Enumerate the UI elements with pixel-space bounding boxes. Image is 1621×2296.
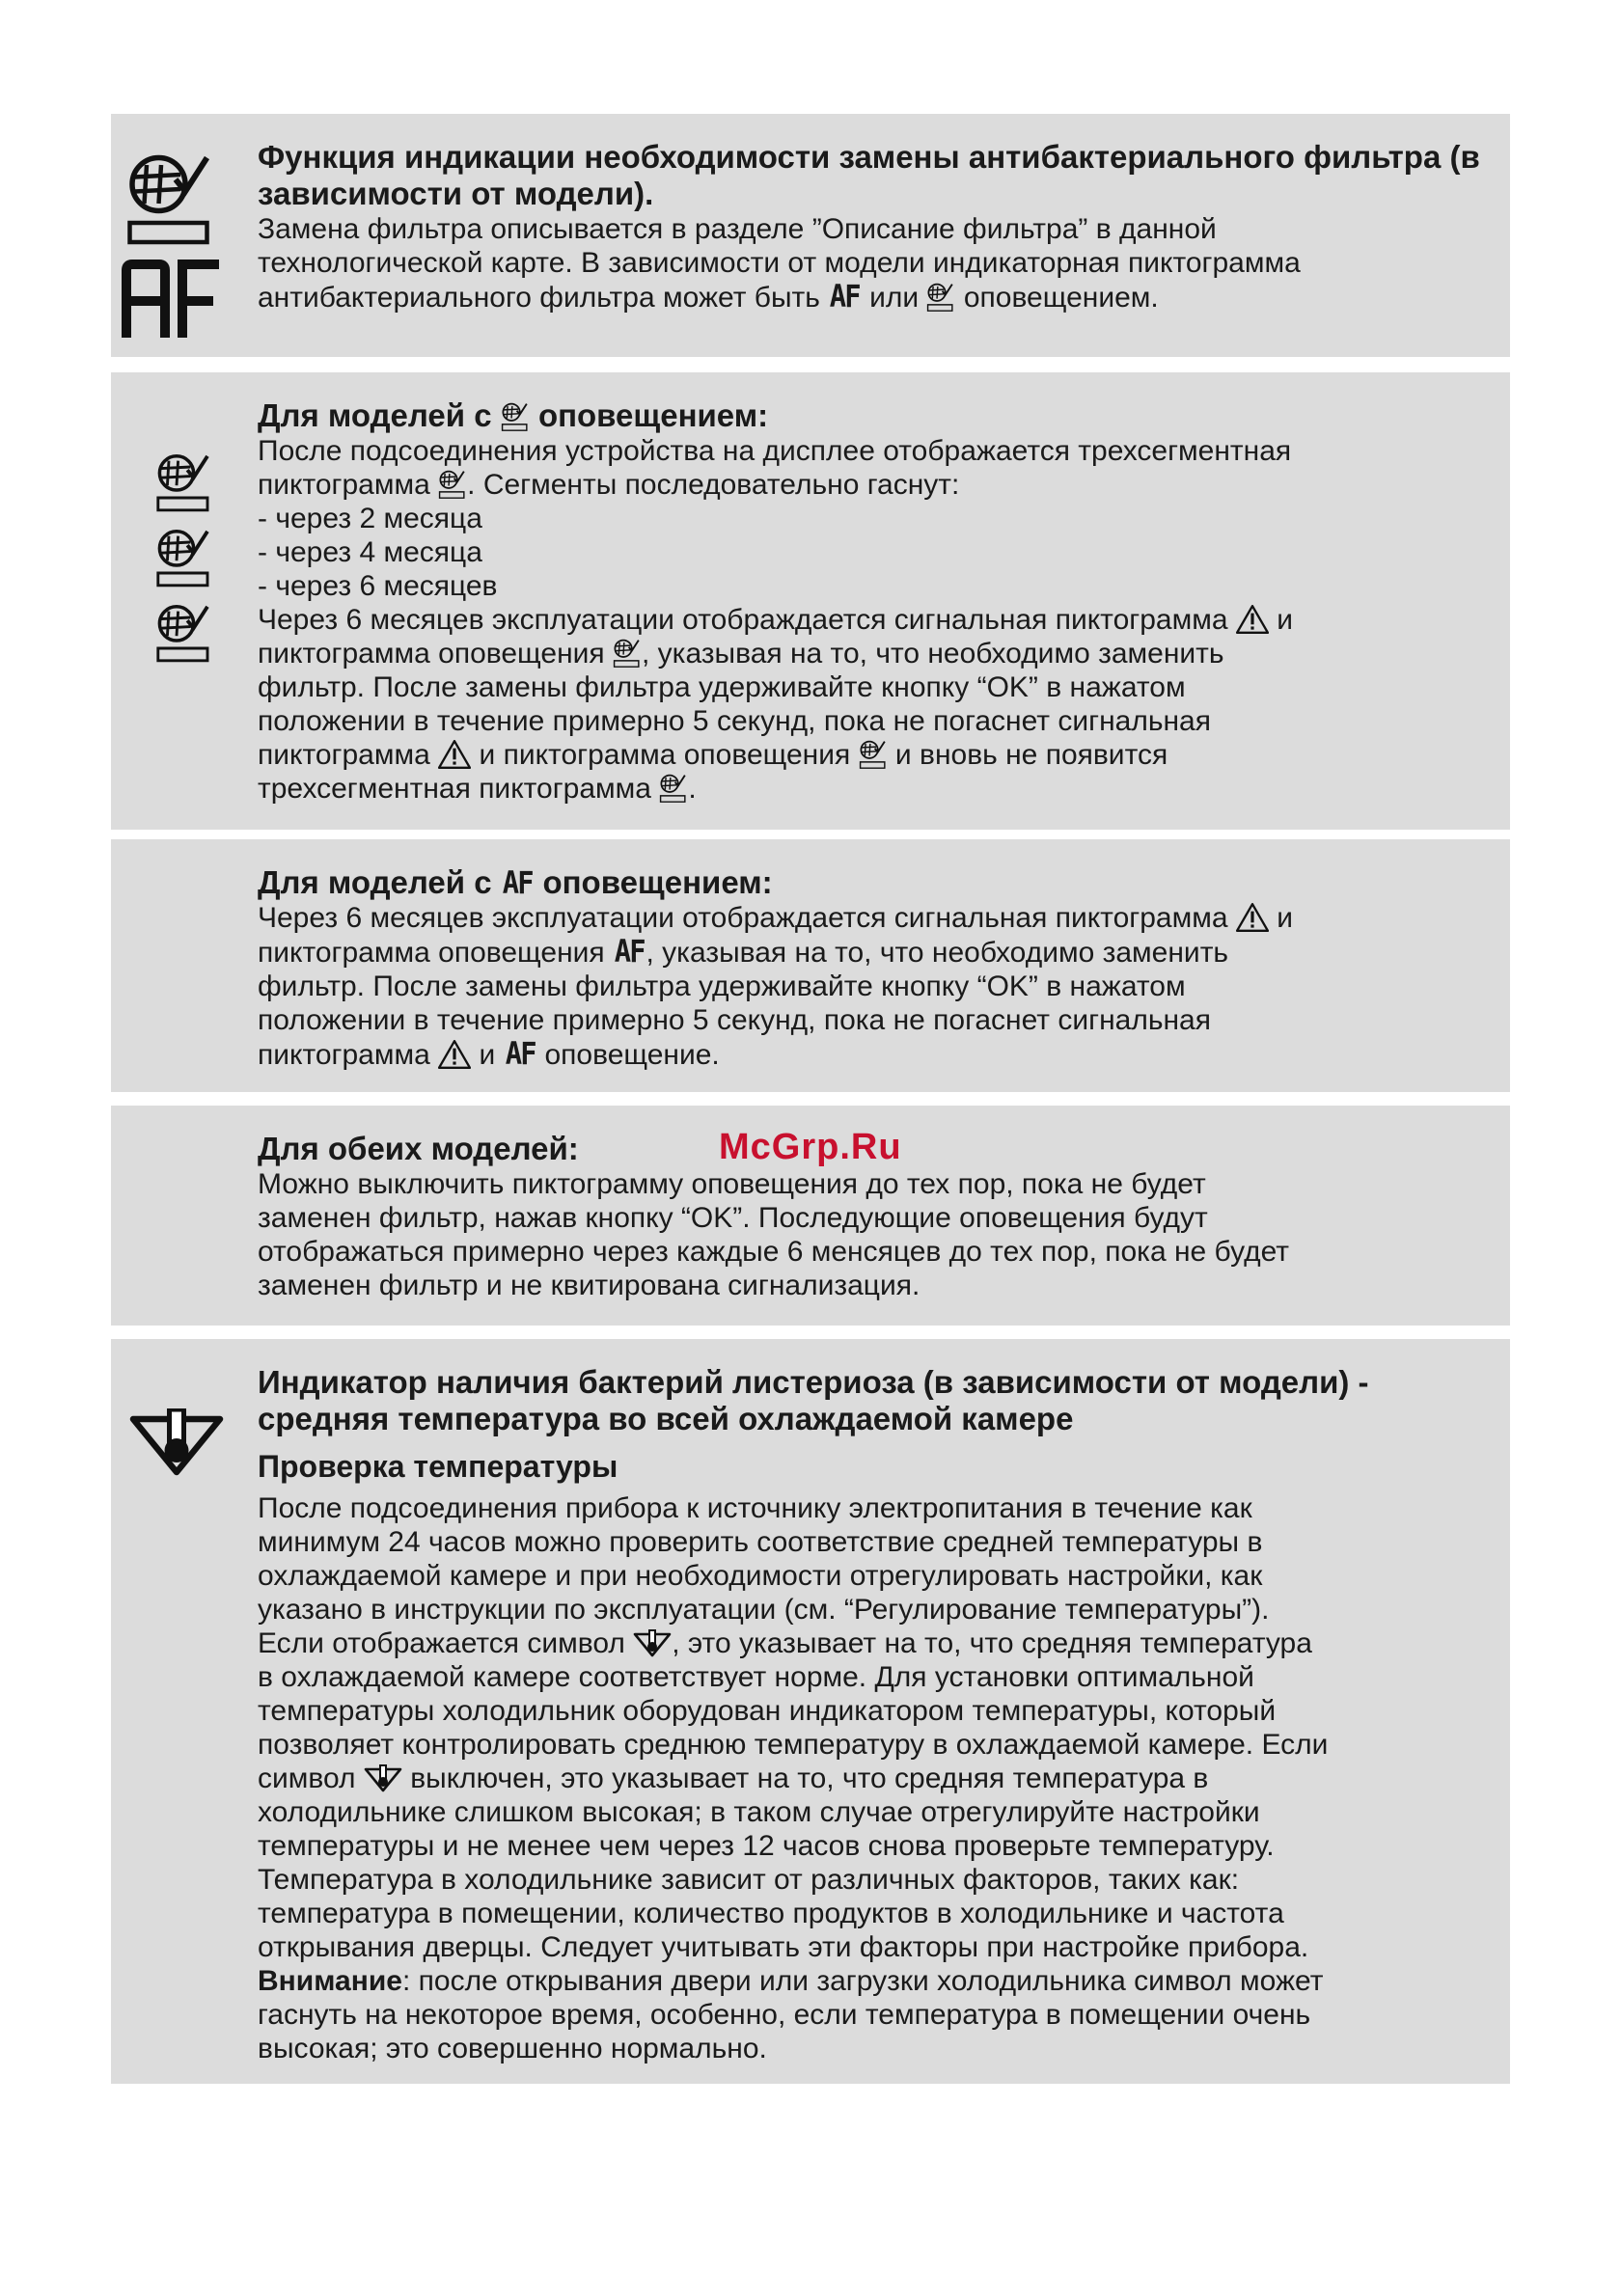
text-fragment: выключен, это указывает на то, что средняя температура в [410,1763,1209,1794]
temperature-icon [633,1629,672,1658]
text-fragment: и [479,1039,496,1071]
text-line [258,901,1481,935]
text-line: температура в помещении, количество продуктов в холодильнике и частота [258,1898,1284,1929]
text-fragment: . Сегменты последовательно гаснут: [467,469,960,501]
text-fragment: и вновь не появится [894,739,1168,771]
warning-icon [438,739,471,770]
text-line [258,1037,1481,1072]
warning-icon [438,1039,471,1070]
text-line [258,1626,1481,1660]
af-icon: AF [614,933,645,970]
filter-icon [613,638,642,669]
section-title: Функция индикации необходимости замены антибактериального фильтра (в зависимости от модели). [258,139,1480,211]
filter-icon [438,469,467,500]
text-fragment: пиктограмма оповещения [258,638,605,670]
text-line: технологической карте. В зависимости от модели индикаторная пиктограмма [258,247,1301,279]
filter-replace-icon [123,150,219,247]
text-line: положении в течение примерно 5 секунд, пока не погаснет сигнальная [258,705,1211,737]
text-fragment: пиктограмма [258,469,430,501]
text-fragment: пиктограмма [258,1039,430,1071]
text-fragment: оповещение. [544,1039,720,1071]
list-item: - через 6 месяцев [258,570,498,602]
text-line: температуры и не менее чем через 12 часов снова проверьте температуру. [258,1830,1275,1862]
filter-one-segment-icon [154,602,214,664]
text-fragment: или [869,282,920,314]
text-line: После подсоединения прибора к источнику электропитания в течение как [258,1492,1252,1524]
list-item: - через 4 месяца [258,536,482,568]
temperature-ok-icon [128,1408,225,1478]
text-line: высокая; это совершенно нормально. [258,2033,767,2064]
text-line [258,772,1481,806]
af-display-icon [119,259,225,342]
section-af-models [111,839,1510,1092]
text-line: в охлаждаемой камере соответствует норме. Для установки оптимальной [258,1661,1254,1693]
text-line: минимум 24 часов можно проверить соответствие средней температуры в [258,1526,1263,1558]
filter-icon [501,401,530,432]
text-line: позволяет контролировать среднюю температуру в охлаждаемой камере. Если [258,1729,1329,1761]
text-fragment: пиктограмма оповещения [258,937,605,969]
text-fragment: , это указывает на то, что средняя температура [672,1627,1312,1659]
text-line: охлаждаемой камере и при необходимости отрегулировать настройки, как [258,1560,1263,1592]
text-line [258,1964,1481,1998]
text-line [258,603,1481,637]
text-line: отображаться примерно через каждые 6 менсяцев до тех пор, пока не будет [258,1236,1290,1268]
text-fragment: . [688,773,697,805]
text-line: гаснуть на некоторое время, особенно, если температура в помещении очень [258,1999,1311,2031]
section-title [258,864,1481,901]
section-title: Для обеих моделей: [258,1131,579,1166]
filter-two-segment-icon [154,527,214,588]
text-fragment: пиктограмма [258,739,430,771]
title-fragment: оповещением: [537,397,769,433]
title-fragment: оповещением: [542,864,773,900]
warning-icon [1236,604,1269,635]
section-title [258,397,1481,434]
text-line: заменен фильтр, нажав кнопку “OK”. Последующие оповещения будут [258,1202,1208,1234]
af-icon: AF [505,1035,536,1072]
text-fragment: : после открывания двери или загрузки холодильника символ может [401,1965,1324,1997]
section-filter-icon-models [111,372,1510,830]
text-line: заменен фильтр и не квитирована сигнализация. [258,1270,920,1301]
list-item: - через 2 месяца [258,503,482,534]
text-line: Можно выключить пиктограмму оповещения до тех пор, пока не будет [258,1168,1206,1200]
text-line: открывания дверцы. Следует учитывать эти факторы при настройке прибора. [258,1931,1309,1963]
af-icon: AF [502,864,533,901]
text-fragment: символ [258,1763,356,1794]
warning-icon [1236,902,1269,933]
text-line: Замена фильтра описывается в разделе ”Описание фильтра” в данной [258,213,1217,245]
section-listeria-indicator [111,1339,1510,2084]
text-line: Температура в холодильнике зависит от различных факторов, таких как: [258,1864,1240,1896]
attention-label: Внимание [258,1965,402,1997]
text-line [258,280,1481,314]
text-fragment: Через 6 месяцев эксплуатации отображдается сигнальная пиктограмма [258,902,1228,934]
text-fragment: антибактериального фильтра может быть [258,282,820,314]
text-fragment: трехсегментная пиктограмма [258,773,651,805]
text-line: После подсоединения устройства на дисплее отображается трехсегментная [258,435,1292,467]
af-icon: AF [829,278,861,314]
text-fragment: и [1277,902,1293,934]
filter-icon [659,773,688,804]
title-fragment: Для моделей с [258,397,492,433]
text-fragment: , указывая на то, что необходимо заменить [646,937,1229,969]
month-list [258,502,1481,603]
text-line: указано в инструкции по эксплуатации (см. “Регулирование температуры”). [258,1594,1270,1626]
text-line [258,468,1481,502]
text-fragment: , указывая на то, что необходимо заменить [641,638,1224,670]
section-filter-indication [111,114,1510,357]
text-line [258,738,1481,772]
text-line: температуры холодильник оборудован индикатором температуры, который [258,1695,1277,1727]
text-line: холодильнике слишком высокая; в таком случае отрегулируйте настройки [258,1796,1260,1828]
section-title: Индикатор наличия бактерий листериоза (в зависимости от модели) - средняя температура во всей охлаждаемой камере [258,1364,1369,1436]
text-fragment: Через 6 месяцев эксплуатации отображдается сигнальная пиктограмма [258,604,1228,636]
filter-three-segment-icon [154,451,214,513]
text-line: положении в течение примерно 5 секунд, пока не погаснет сигнальная [258,1004,1211,1036]
watermark: McGrp.Ru [719,1127,902,1167]
text-line: фильтр. После замены фильтра удерживайте кнопку “OK” в нажатом [258,970,1186,1002]
section-subtitle: Проверка температуры [258,1449,618,1484]
text-line: фильтр. После замены фильтра удерживайте кнопку “OK” в нажатом [258,671,1186,703]
text-fragment: и [1277,604,1293,636]
text-fragment: оповещением. [963,282,1159,314]
text-line [258,1762,1481,1795]
text-line [258,935,1481,970]
filter-icon [926,282,955,313]
title-fragment: Для моделей с [258,864,492,900]
temperature-icon [364,1764,402,1793]
text-fragment: Если отображается символ [258,1627,625,1659]
filter-icon [859,739,888,770]
text-fragment: и пиктограмма оповещения [479,739,851,771]
text-line [258,637,1481,670]
